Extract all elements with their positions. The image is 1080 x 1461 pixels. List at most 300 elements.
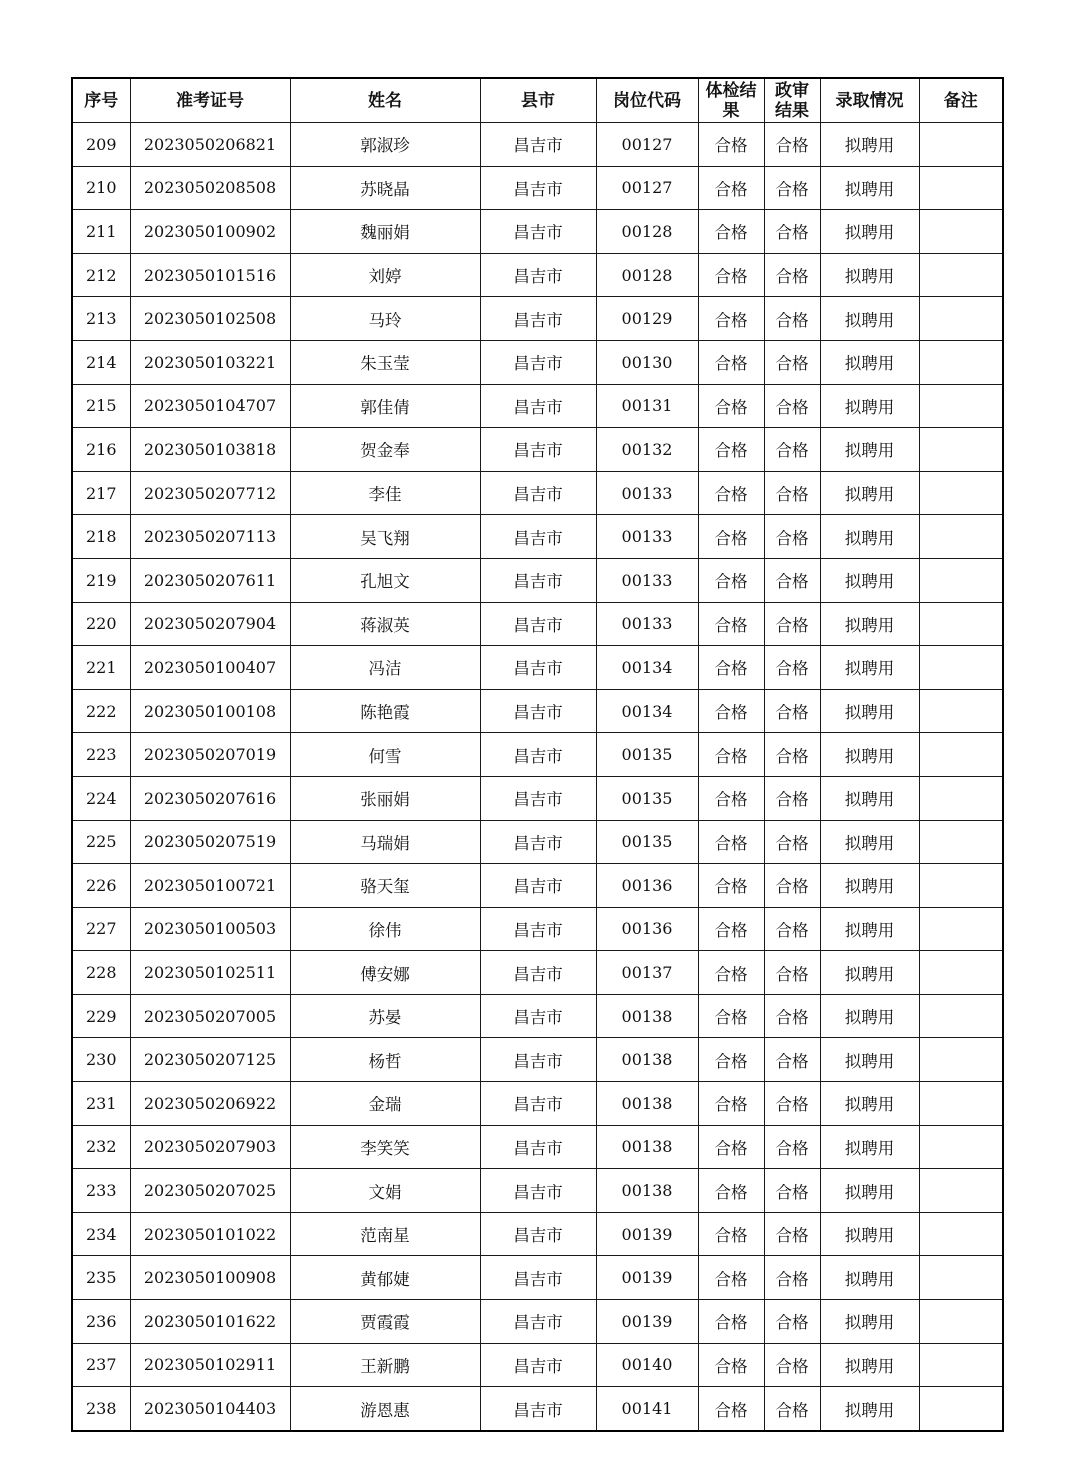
cell-remarks (919, 471, 1003, 515)
cell-county: 昌吉市 (480, 471, 596, 515)
header-county: 县市 (480, 78, 596, 123)
cell-position-code: 00129 (596, 297, 698, 341)
table-row (72, 1169, 1003, 1213)
cell-ticket-number: 2023050100908 (130, 1256, 290, 1300)
cell-physical-result: 合格 (698, 994, 764, 1038)
cell-ticket-number: 2023050100108 (130, 689, 290, 733)
cell-remarks (919, 384, 1003, 428)
cell-seq: 221 (72, 646, 130, 690)
cell-seq: 220 (72, 602, 130, 646)
cell-county: 昌吉市 (480, 1300, 596, 1344)
cell-county: 昌吉市 (480, 210, 596, 254)
cell-seq: 224 (72, 776, 130, 820)
table-row (72, 384, 1003, 428)
table-row (72, 994, 1003, 1038)
cell-political-result: 合格 (764, 1387, 820, 1431)
cell-ticket-number: 2023050207019 (130, 733, 290, 777)
cell-remarks (919, 1212, 1003, 1256)
header-ticket-number: 准考证号 (130, 78, 290, 123)
cell-ticket-number: 2023050104707 (130, 384, 290, 428)
cell-name: 郭淑珍 (290, 123, 480, 167)
cell-political-result: 合格 (764, 689, 820, 733)
cell-admission: 拟聘用 (820, 776, 919, 820)
cell-position-code: 00139 (596, 1300, 698, 1344)
cell-political-result: 合格 (764, 297, 820, 341)
cell-physical-result: 合格 (698, 1300, 764, 1344)
cell-political-result: 合格 (764, 646, 820, 690)
cell-name: 魏丽娟 (290, 210, 480, 254)
cell-political-result: 合格 (764, 1082, 820, 1126)
cell-ticket-number: 2023050102511 (130, 951, 290, 995)
table-row (72, 558, 1003, 602)
cell-political-result: 合格 (764, 428, 820, 472)
cell-position-code: 00141 (596, 1387, 698, 1431)
cell-name: 黄郁婕 (290, 1256, 480, 1300)
cell-ticket-number: 2023050101022 (130, 1212, 290, 1256)
cell-seq: 229 (72, 994, 130, 1038)
cell-admission: 拟聘用 (820, 428, 919, 472)
table-row (72, 428, 1003, 472)
cell-ticket-number: 2023050208508 (130, 166, 290, 210)
cell-name: 张丽娟 (290, 776, 480, 820)
cell-ticket-number: 2023050207025 (130, 1169, 290, 1213)
cell-remarks (919, 340, 1003, 384)
table-row (72, 340, 1003, 384)
cell-county: 昌吉市 (480, 1256, 596, 1300)
cell-name: 何雪 (290, 733, 480, 777)
cell-name: 游恩惠 (290, 1387, 480, 1431)
cell-name: 傅安娜 (290, 951, 480, 995)
cell-seq: 231 (72, 1082, 130, 1126)
cell-county: 昌吉市 (480, 1343, 596, 1387)
cell-political-result: 合格 (764, 210, 820, 254)
cell-ticket-number: 2023050207519 (130, 820, 290, 864)
cell-remarks (919, 297, 1003, 341)
table-row (72, 646, 1003, 690)
cell-county: 昌吉市 (480, 1082, 596, 1126)
cell-position-code: 00131 (596, 384, 698, 428)
cell-remarks (919, 1038, 1003, 1082)
header-position-code: 岗位代码 (596, 78, 698, 123)
cell-physical-result: 合格 (698, 864, 764, 908)
table-row (72, 253, 1003, 297)
cell-admission: 拟聘用 (820, 994, 919, 1038)
cell-name: 苏晓晶 (290, 166, 480, 210)
cell-ticket-number: 2023050100721 (130, 864, 290, 908)
cell-county: 昌吉市 (480, 864, 596, 908)
cell-position-code: 00133 (596, 558, 698, 602)
cell-political-result: 合格 (764, 1212, 820, 1256)
cell-political-result: 合格 (764, 864, 820, 908)
cell-county: 昌吉市 (480, 123, 596, 167)
cell-physical-result: 合格 (698, 297, 764, 341)
table-row (72, 297, 1003, 341)
cell-position-code: 00133 (596, 515, 698, 559)
cell-remarks (919, 558, 1003, 602)
cell-admission: 拟聘用 (820, 1300, 919, 1344)
cell-seq: 228 (72, 951, 130, 995)
cell-seq: 219 (72, 558, 130, 602)
cell-political-result: 合格 (764, 907, 820, 951)
cell-county: 昌吉市 (480, 820, 596, 864)
cell-remarks (919, 253, 1003, 297)
cell-physical-result: 合格 (698, 1343, 764, 1387)
cell-county: 昌吉市 (480, 297, 596, 341)
cell-seq: 237 (72, 1343, 130, 1387)
cell-position-code: 00128 (596, 210, 698, 254)
cell-physical-result: 合格 (698, 253, 764, 297)
cell-seq: 226 (72, 864, 130, 908)
table-row (72, 602, 1003, 646)
cell-physical-result: 合格 (698, 1387, 764, 1431)
cell-county: 昌吉市 (480, 340, 596, 384)
cell-admission: 拟聘用 (820, 166, 919, 210)
table-row (72, 515, 1003, 559)
cell-admission: 拟聘用 (820, 1343, 919, 1387)
header-political-result: 政审结果 (764, 78, 820, 123)
cell-ticket-number: 2023050101622 (130, 1300, 290, 1344)
cell-seq: 230 (72, 1038, 130, 1082)
cell-county: 昌吉市 (480, 428, 596, 472)
cell-county: 昌吉市 (480, 558, 596, 602)
cell-seq: 236 (72, 1300, 130, 1344)
cell-county: 昌吉市 (480, 515, 596, 559)
cell-name: 金瑞 (290, 1082, 480, 1126)
cell-remarks (919, 1300, 1003, 1344)
cell-physical-result: 合格 (698, 1169, 764, 1213)
table-row (72, 907, 1003, 951)
cell-physical-result: 合格 (698, 515, 764, 559)
cell-seq: 235 (72, 1256, 130, 1300)
table-row (72, 210, 1003, 254)
cell-physical-result: 合格 (698, 689, 764, 733)
table-row (72, 689, 1003, 733)
cell-position-code: 00138 (596, 994, 698, 1038)
cell-remarks (919, 994, 1003, 1038)
cell-position-code: 00138 (596, 1125, 698, 1169)
cell-ticket-number: 2023050207005 (130, 994, 290, 1038)
cell-admission: 拟聘用 (820, 340, 919, 384)
cell-political-result: 合格 (764, 776, 820, 820)
table-row (72, 1125, 1003, 1169)
cell-admission: 拟聘用 (820, 820, 919, 864)
cell-political-result: 合格 (764, 1343, 820, 1387)
cell-ticket-number: 2023050101516 (130, 253, 290, 297)
cell-position-code: 00134 (596, 689, 698, 733)
table-row (72, 733, 1003, 777)
cell-position-code: 00133 (596, 602, 698, 646)
cell-ticket-number: 2023050207611 (130, 558, 290, 602)
table-row (72, 1082, 1003, 1126)
cell-admission: 拟聘用 (820, 1256, 919, 1300)
cell-political-result: 合格 (764, 602, 820, 646)
cell-ticket-number: 2023050103818 (130, 428, 290, 472)
cell-seq: 225 (72, 820, 130, 864)
table-row (72, 1256, 1003, 1300)
cell-seq: 210 (72, 166, 130, 210)
table-row (72, 1343, 1003, 1387)
cell-remarks (919, 689, 1003, 733)
cell-county: 昌吉市 (480, 951, 596, 995)
cell-ticket-number: 2023050102508 (130, 297, 290, 341)
cell-ticket-number: 2023050207125 (130, 1038, 290, 1082)
cell-physical-result: 合格 (698, 166, 764, 210)
cell-physical-result: 合格 (698, 428, 764, 472)
cell-position-code: 00138 (596, 1038, 698, 1082)
cell-position-code: 00127 (596, 166, 698, 210)
cell-political-result: 合格 (764, 951, 820, 995)
cell-admission: 拟聘用 (820, 1125, 919, 1169)
cell-admission: 拟聘用 (820, 1212, 919, 1256)
cell-political-result: 合格 (764, 733, 820, 777)
cell-name: 贺金奉 (290, 428, 480, 472)
cell-remarks (919, 515, 1003, 559)
cell-name: 郭佳倩 (290, 384, 480, 428)
cell-name: 陈艳霞 (290, 689, 480, 733)
cell-political-result: 合格 (764, 384, 820, 428)
cell-political-result: 合格 (764, 1256, 820, 1300)
cell-admission: 拟聘用 (820, 1169, 919, 1213)
cell-admission: 拟聘用 (820, 297, 919, 341)
cell-physical-result: 合格 (698, 1038, 764, 1082)
cell-county: 昌吉市 (480, 1169, 596, 1213)
cell-seq: 223 (72, 733, 130, 777)
cell-seq: 234 (72, 1212, 130, 1256)
cell-county: 昌吉市 (480, 1212, 596, 1256)
header-remarks: 备注 (919, 78, 1003, 123)
cell-admission: 拟聘用 (820, 646, 919, 690)
cell-remarks (919, 1125, 1003, 1169)
cell-remarks (919, 210, 1003, 254)
cell-position-code: 00128 (596, 253, 698, 297)
cell-admission: 拟聘用 (820, 951, 919, 995)
cell-seq: 222 (72, 689, 130, 733)
table-row (72, 951, 1003, 995)
header-admission: 录取情况 (820, 78, 919, 123)
cell-position-code: 00137 (596, 951, 698, 995)
cell-remarks (919, 1387, 1003, 1431)
cell-county: 昌吉市 (480, 689, 596, 733)
cell-name: 李佳 (290, 471, 480, 515)
cell-ticket-number: 2023050103221 (130, 340, 290, 384)
cell-seq: 233 (72, 1169, 130, 1213)
cell-name: 骆天玺 (290, 864, 480, 908)
header-seq: 序号 (72, 78, 130, 123)
cell-county: 昌吉市 (480, 166, 596, 210)
cell-county: 昌吉市 (480, 253, 596, 297)
cell-physical-result: 合格 (698, 1256, 764, 1300)
cell-remarks (919, 602, 1003, 646)
cell-admission: 拟聘用 (820, 1038, 919, 1082)
cell-physical-result: 合格 (698, 907, 764, 951)
table-row (72, 776, 1003, 820)
cell-political-result: 合格 (764, 471, 820, 515)
cell-ticket-number: 2023050102911 (130, 1343, 290, 1387)
cell-position-code: 00136 (596, 907, 698, 951)
cell-ticket-number: 2023050207903 (130, 1125, 290, 1169)
table-row (72, 166, 1003, 210)
cell-position-code: 00132 (596, 428, 698, 472)
table-row (72, 820, 1003, 864)
table-row (72, 1300, 1003, 1344)
cell-remarks (919, 646, 1003, 690)
table-row (72, 1387, 1003, 1431)
cell-name: 文娟 (290, 1169, 480, 1213)
cell-political-result: 合格 (764, 123, 820, 167)
cell-position-code: 00135 (596, 776, 698, 820)
cell-admission: 拟聘用 (820, 384, 919, 428)
header-name: 姓名 (290, 78, 480, 123)
cell-name: 王新鹏 (290, 1343, 480, 1387)
cell-physical-result: 合格 (698, 210, 764, 254)
cell-remarks (919, 1343, 1003, 1387)
cell-physical-result: 合格 (698, 820, 764, 864)
cell-position-code: 00136 (596, 864, 698, 908)
cell-admission: 拟聘用 (820, 515, 919, 559)
cell-county: 昌吉市 (480, 1387, 596, 1431)
cell-name: 李笑笑 (290, 1125, 480, 1169)
cell-seq: 211 (72, 210, 130, 254)
cell-physical-result: 合格 (698, 602, 764, 646)
cell-name: 吴飞翔 (290, 515, 480, 559)
cell-political-result: 合格 (764, 340, 820, 384)
cell-political-result: 合格 (764, 558, 820, 602)
cell-county: 昌吉市 (480, 384, 596, 428)
cell-position-code: 00135 (596, 733, 698, 777)
cell-ticket-number: 2023050206922 (130, 1082, 290, 1126)
cell-position-code: 00138 (596, 1169, 698, 1213)
cell-seq: 215 (72, 384, 130, 428)
cell-remarks (919, 428, 1003, 472)
cell-admission: 拟聘用 (820, 907, 919, 951)
table-row (72, 864, 1003, 908)
cell-name: 刘婷 (290, 253, 480, 297)
cell-admission: 拟聘用 (820, 558, 919, 602)
cell-remarks (919, 776, 1003, 820)
cell-seq: 213 (72, 297, 130, 341)
cell-name: 杨哲 (290, 1038, 480, 1082)
cell-position-code: 00135 (596, 820, 698, 864)
table-header-row (72, 78, 1003, 123)
cell-political-result: 合格 (764, 1300, 820, 1344)
cell-county: 昌吉市 (480, 733, 596, 777)
cell-county: 昌吉市 (480, 776, 596, 820)
cell-name: 马瑞娟 (290, 820, 480, 864)
cell-position-code: 00133 (596, 471, 698, 515)
cell-remarks (919, 123, 1003, 167)
cell-admission: 拟聘用 (820, 210, 919, 254)
cell-seq: 214 (72, 340, 130, 384)
table-row (72, 123, 1003, 167)
cell-seq: 216 (72, 428, 130, 472)
cell-name: 孔旭文 (290, 558, 480, 602)
cell-position-code: 00138 (596, 1082, 698, 1126)
cell-admission: 拟聘用 (820, 602, 919, 646)
cell-ticket-number: 2023050207904 (130, 602, 290, 646)
cell-physical-result: 合格 (698, 384, 764, 428)
cell-ticket-number: 2023050100407 (130, 646, 290, 690)
cell-position-code: 00139 (596, 1212, 698, 1256)
cell-position-code: 00127 (596, 123, 698, 167)
header-physical-result: 体检结果 (698, 78, 764, 123)
cell-seq: 212 (72, 253, 130, 297)
cell-remarks (919, 1256, 1003, 1300)
cell-physical-result: 合格 (698, 733, 764, 777)
cell-ticket-number: 2023050100902 (130, 210, 290, 254)
cell-admission: 拟聘用 (820, 733, 919, 777)
cell-physical-result: 合格 (698, 776, 764, 820)
cell-name: 贾霞霞 (290, 1300, 480, 1344)
cell-ticket-number: 2023050207616 (130, 776, 290, 820)
cell-ticket-number: 2023050104403 (130, 1387, 290, 1431)
cell-position-code: 00130 (596, 340, 698, 384)
cell-remarks (919, 166, 1003, 210)
cell-position-code: 00134 (596, 646, 698, 690)
cell-physical-result: 合格 (698, 1125, 764, 1169)
cell-name: 蒋淑英 (290, 602, 480, 646)
cell-position-code: 00139 (596, 1256, 698, 1300)
table-body (72, 123, 1003, 1431)
cell-physical-result: 合格 (698, 1082, 764, 1126)
cell-admission: 拟聘用 (820, 689, 919, 733)
cell-political-result: 合格 (764, 1169, 820, 1213)
cell-seq: 232 (72, 1125, 130, 1169)
cell-political-result: 合格 (764, 253, 820, 297)
cell-political-result: 合格 (764, 820, 820, 864)
cell-political-result: 合格 (764, 166, 820, 210)
cell-seq: 218 (72, 515, 130, 559)
cell-admission: 拟聘用 (820, 471, 919, 515)
cell-remarks (919, 864, 1003, 908)
cell-ticket-number: 2023050207712 (130, 471, 290, 515)
cell-remarks (919, 1082, 1003, 1126)
cell-name: 马玲 (290, 297, 480, 341)
cell-remarks (919, 907, 1003, 951)
cell-political-result: 合格 (764, 994, 820, 1038)
cell-physical-result: 合格 (698, 340, 764, 384)
cell-county: 昌吉市 (480, 602, 596, 646)
cell-remarks (919, 733, 1003, 777)
cell-ticket-number: 2023050206821 (130, 123, 290, 167)
cell-physical-result: 合格 (698, 123, 764, 167)
table-row (72, 1212, 1003, 1256)
cell-seq: 238 (72, 1387, 130, 1431)
cell-remarks (919, 820, 1003, 864)
admission-table (71, 77, 1004, 1432)
cell-county: 昌吉市 (480, 1125, 596, 1169)
cell-ticket-number: 2023050100503 (130, 907, 290, 951)
cell-name: 冯洁 (290, 646, 480, 690)
cell-county: 昌吉市 (480, 1038, 596, 1082)
cell-name: 徐伟 (290, 907, 480, 951)
cell-remarks (919, 1169, 1003, 1213)
cell-admission: 拟聘用 (820, 1387, 919, 1431)
cell-physical-result: 合格 (698, 951, 764, 995)
cell-physical-result: 合格 (698, 558, 764, 602)
cell-name: 苏晏 (290, 994, 480, 1038)
cell-ticket-number: 2023050207113 (130, 515, 290, 559)
cell-admission: 拟聘用 (820, 864, 919, 908)
cell-seq: 217 (72, 471, 130, 515)
cell-county: 昌吉市 (480, 994, 596, 1038)
cell-admission: 拟聘用 (820, 123, 919, 167)
cell-admission: 拟聘用 (820, 1082, 919, 1126)
cell-political-result: 合格 (764, 1125, 820, 1169)
cell-county: 昌吉市 (480, 646, 596, 690)
cell-name: 朱玉莹 (290, 340, 480, 384)
cell-county: 昌吉市 (480, 907, 596, 951)
cell-name: 范南星 (290, 1212, 480, 1256)
